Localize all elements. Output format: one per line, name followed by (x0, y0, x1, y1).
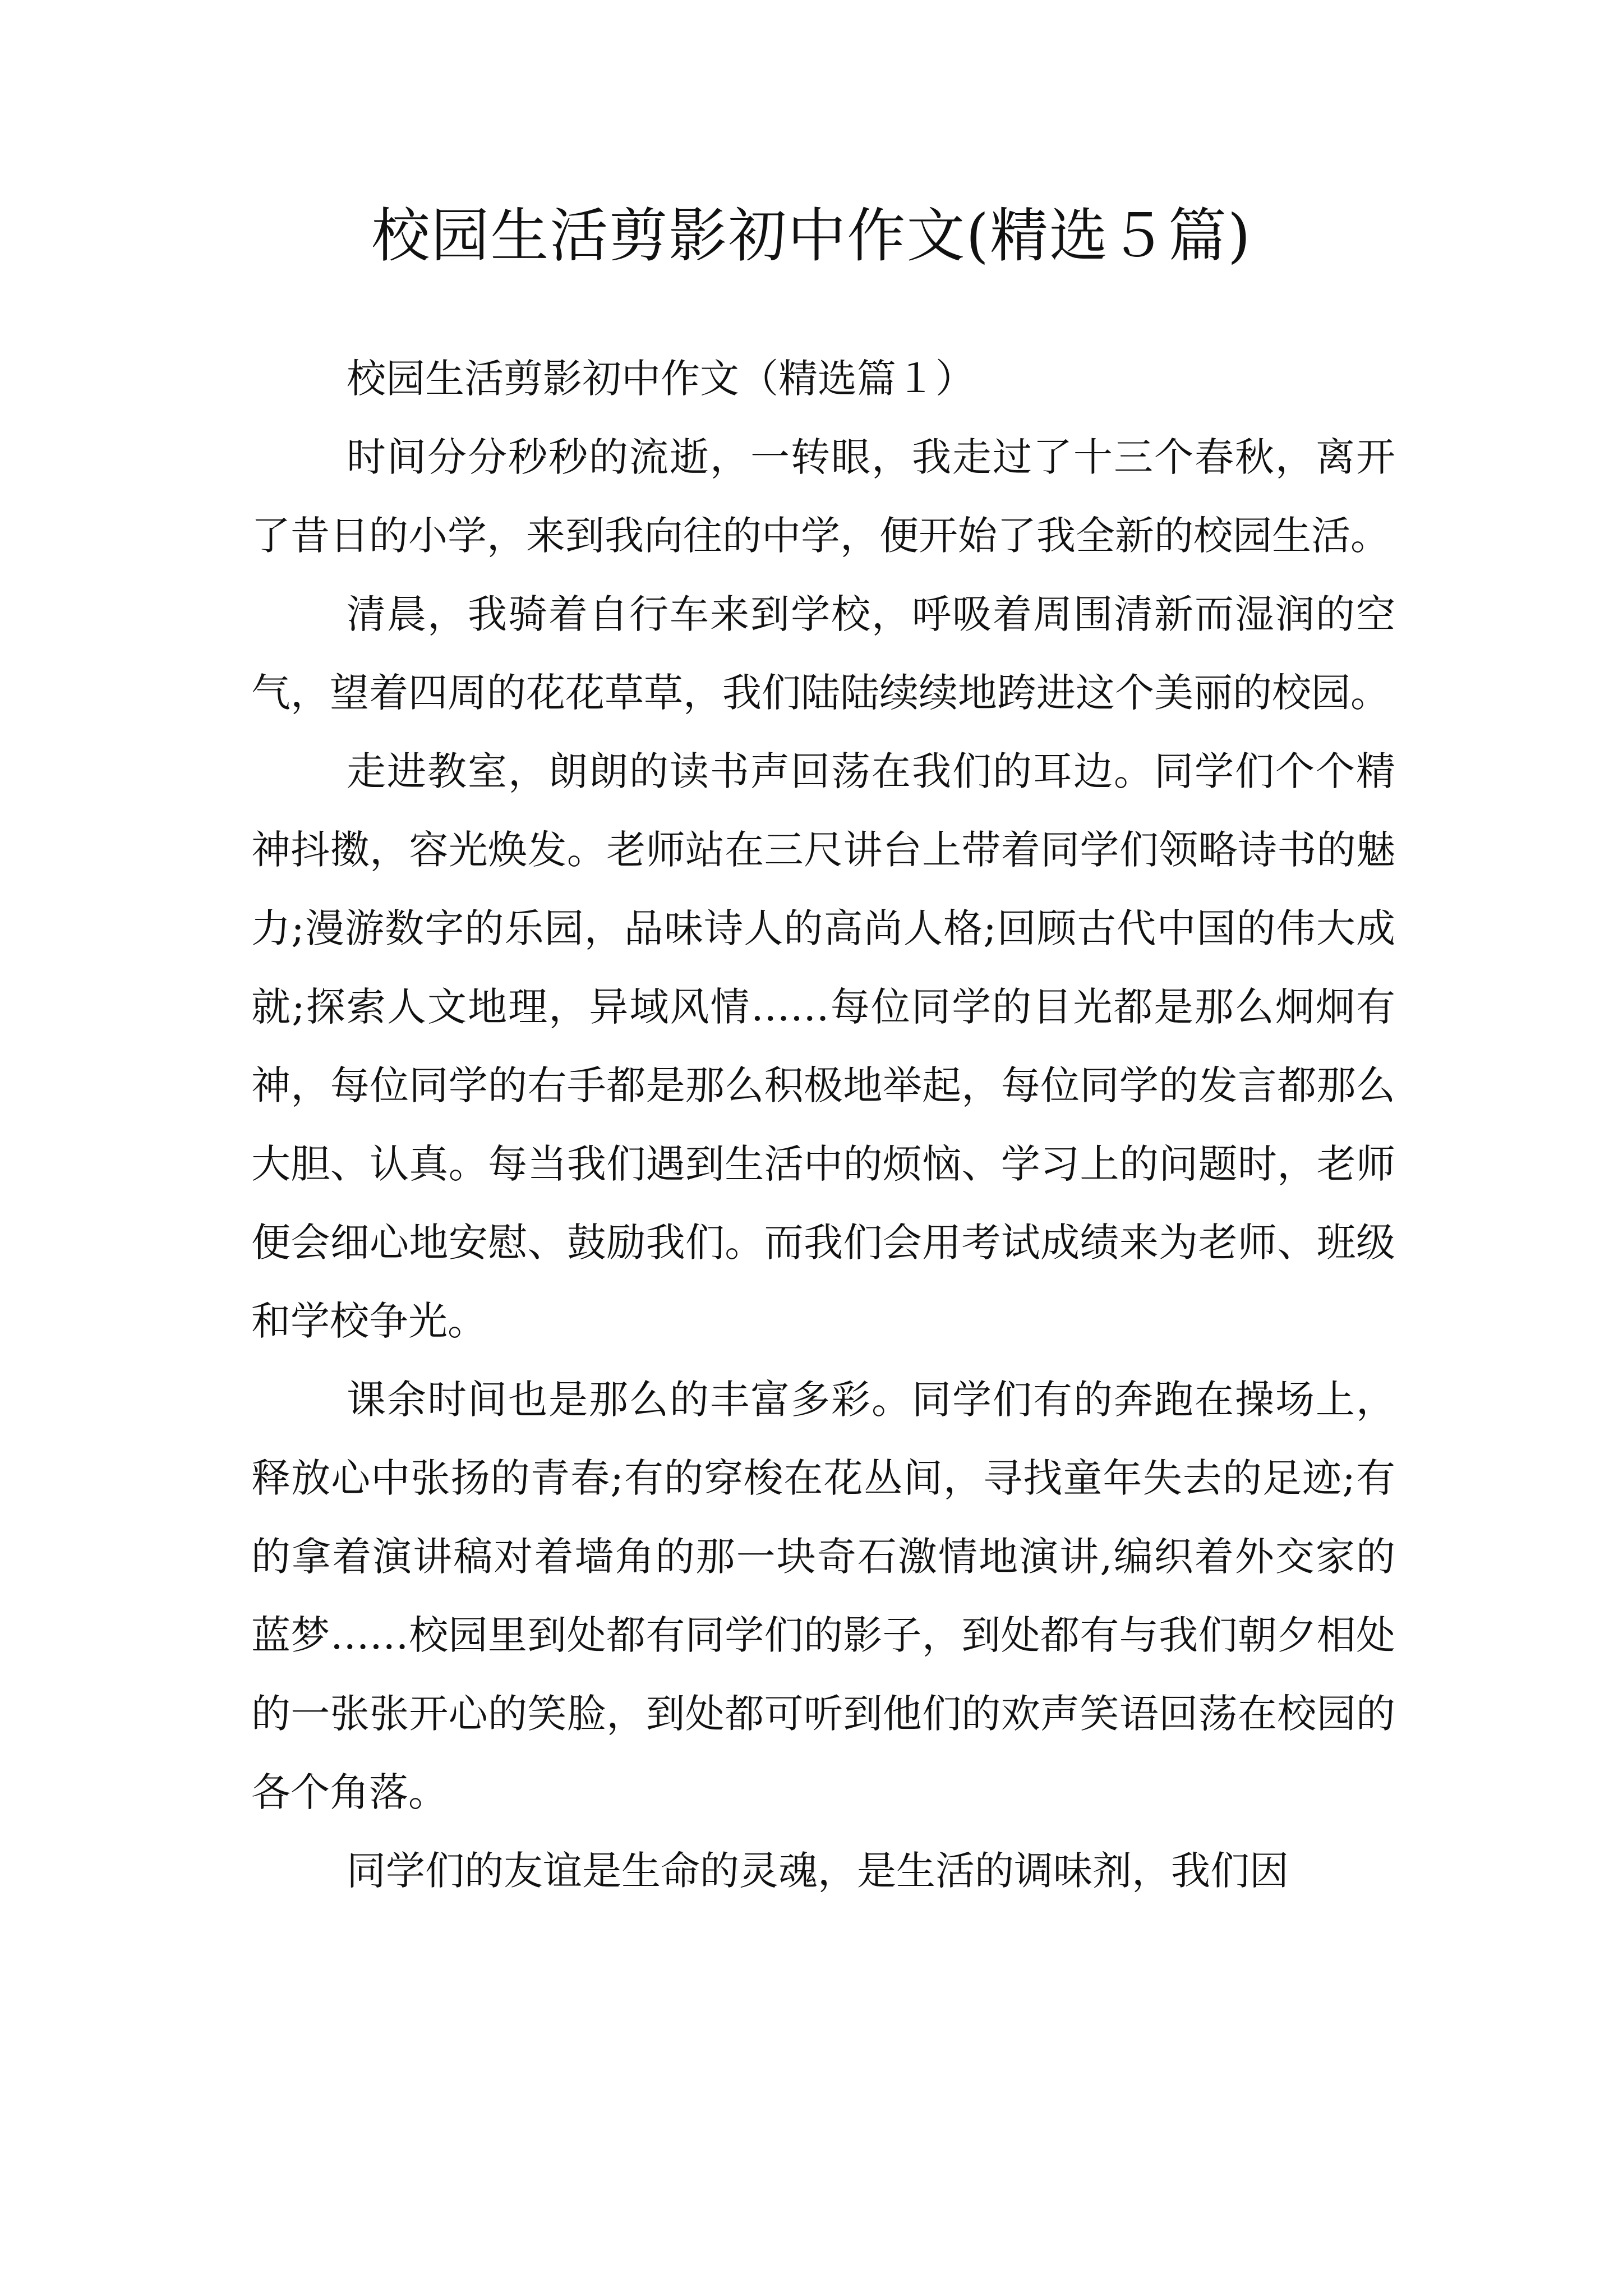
paragraph: 清晨，我骑着自行车来到学校，呼吸着周围清新而湿润的空气，望着四周的花花草草，我们陆陆续续地跨进这个美丽的校园。 (251, 591, 1395, 716)
document-body (251, 339, 1395, 1910)
paragraph: 时间分分秒秒的流逝，一转眼，我走过了十三个春秋，离开了昔日的小学，来到我向往的中学，便开始了我全新的校园生活。 (251, 434, 1395, 559)
paragraph: 同学们的友谊是生命的灵魂，是生活的调味剂，我们因 (347, 1848, 1289, 1894)
paragraph: 走进教室，朗朗的读书声回荡在我们的耳边。同学们个个精神抖擞，容光焕发。老师站在三尺讲台上带着同学们领略诗书的魅力;漫游数字的乐园，品味诗人的高尚人格;回顾古代中国的伟大成就;探索人文地理，异域风情……每位同学的目光都是那么炯炯有神，每位同学的右手都是那么积极地举起，每位同学的发言都那么大胆、认真。每当我们遇到生活中的烦恼、学习上的问题时，老师便会细心地安慰、鼓励我们。而我们会用考试成绩来为老师、班级和学校争光。 (251, 748, 1395, 1344)
document-title: 校园生活剪影初中作文(精选５篇) (371, 201, 1252, 270)
section-heading: 校园生活剪影初中作文（精选篇１） (347, 356, 975, 402)
paragraph: 课余时间也是那么的丰富多彩。同学们有的奔跑在操场上，释放心中张扬的青春;有的穿梭在花丛间，寻找童年失去的足迹;有的拿着演讲稿对着墙角的那一块奇石激情地演讲,编织着外交家的蓝梦……校园里到处都有同学们的影子，到处都有与我们朝夕相处的一张张开心的笑脸，到处都可听到他们的欢声笑语回荡在校园的各个角落。 (251, 1377, 1395, 1815)
